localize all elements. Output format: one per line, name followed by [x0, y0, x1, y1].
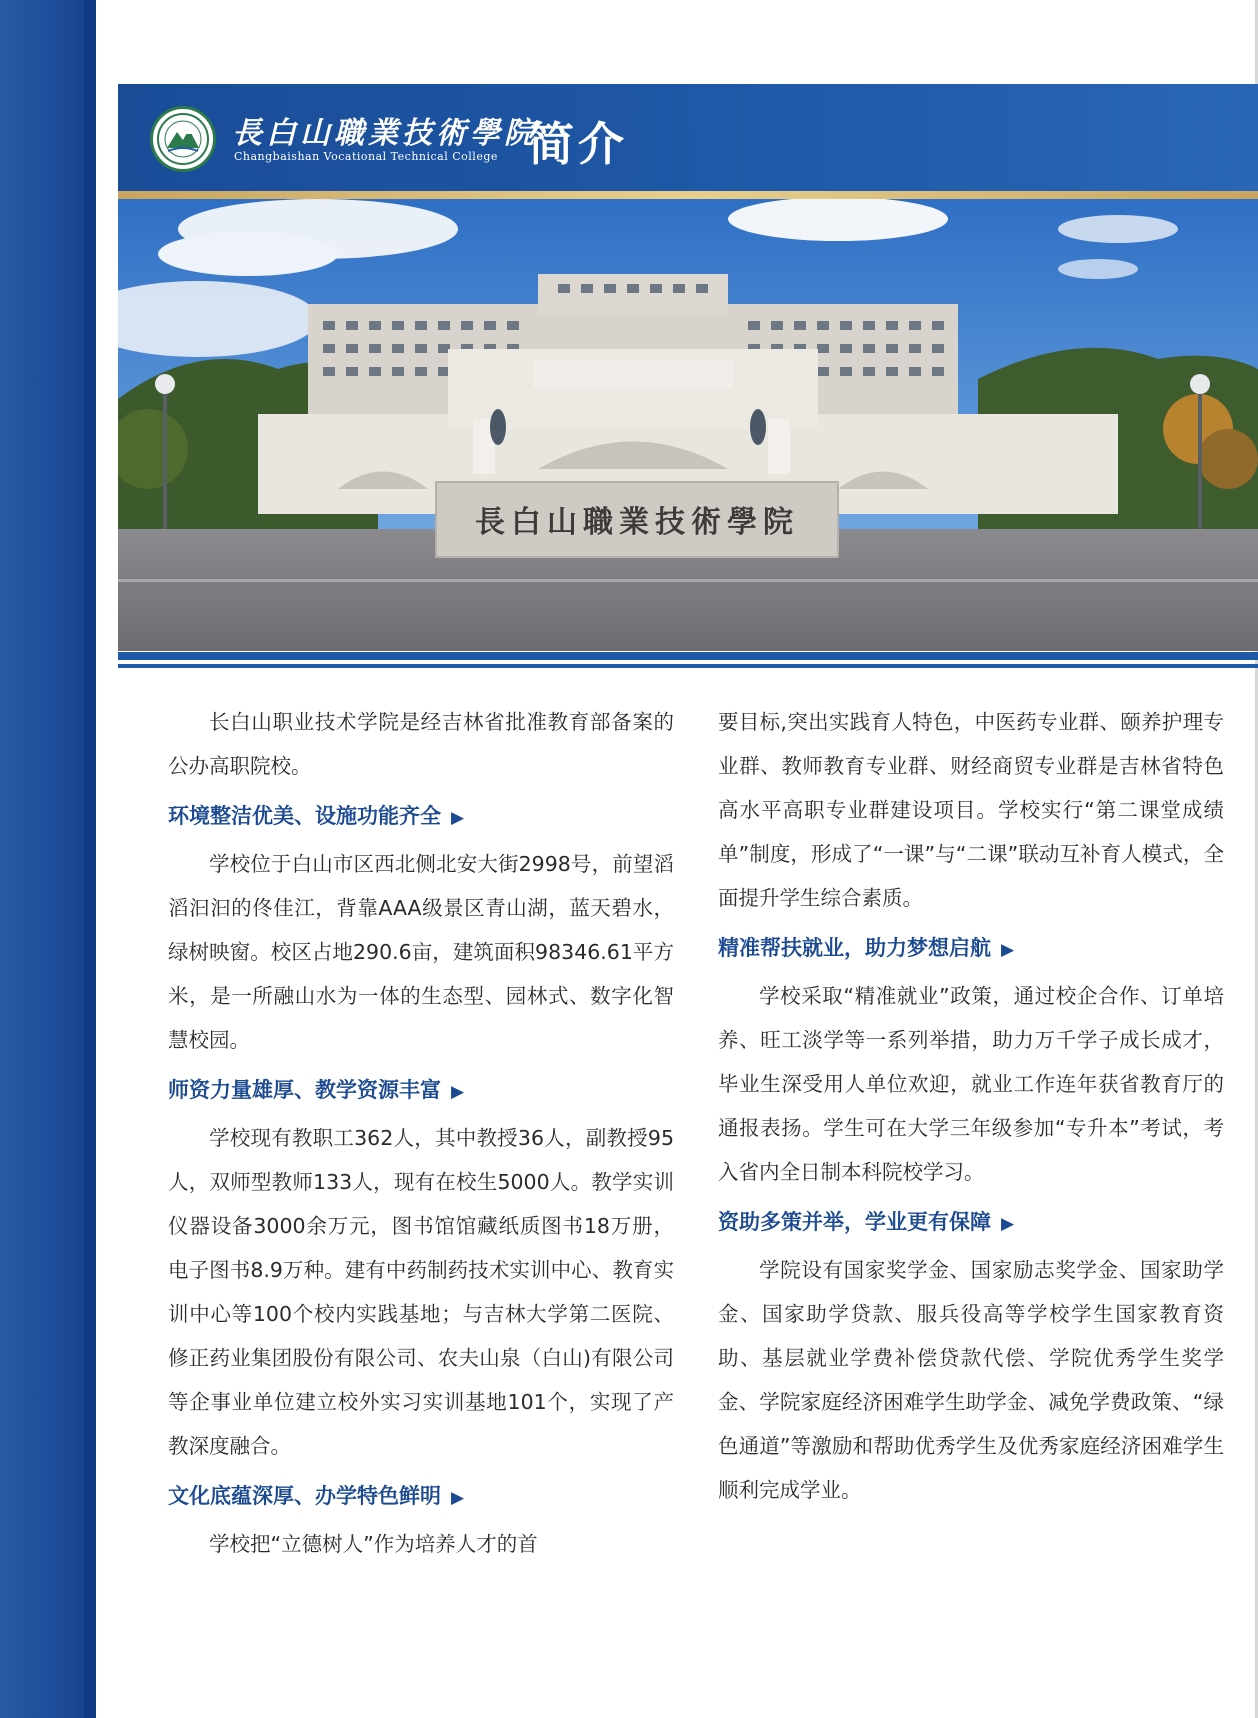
play-arrow-icon: ▶ [451, 808, 465, 828]
gold-divider [118, 191, 1258, 199]
play-arrow-icon: ▶ [451, 1082, 465, 1102]
section-heading: 环境整洁优美、设施功能齐全 ▶ [168, 796, 674, 838]
section-body: 学校位于白山市区西北侧北安大街2998号，前望滔滔汩汩的佟佳江，背靠AAA级景区青山湖，蓝天碧水，绿树映窗。校区占地290.6亩，建筑面积98346.61平方米，是一所融山水为一体的生态型、园林式、数字化智慧校园。 [168, 852, 674, 1052]
strip-edge [84, 0, 96, 1718]
section-heading: 文化底蕴深厚、办学特色鲜明 ▶ [168, 1476, 674, 1518]
left-text-column [168, 700, 674, 1566]
play-arrow-icon: ▶ [451, 1488, 465, 1508]
right-text-column [718, 700, 1224, 1512]
college-name-cn: 長白山職業技術學院 [232, 116, 538, 151]
section-heading: 师资力量雄厚、教学资源丰富 ▶ [168, 1070, 674, 1112]
college-logo-icon [150, 106, 216, 172]
section-body: 学校把“立德树人”作为培养人才的首 [209, 1532, 538, 1556]
section-body: 学校采取“精准就业”政策，通过校企合作、订单培养、旺工淡学等一系列举措，助力万千学子成长成才，毕业生深受用人单位欢迎，就业工作连年获省教育厅的通报表扬。学生可在大学三年级参加“专升本”考试，考入省内全日制本科院校学习。 [718, 984, 1224, 1184]
section-body: 学校现有教职工362人，其中教授36人，副教授95人，双师型教师133人，现有在校生5000人。教学实训仪器设备3000余万元，图书馆馆藏纸质图书18万册，电子图书8.9万种。建有中药制药技术实训中心、教育实训中心等100个校内实践基地；与吉林大学第二医院、修正药业集团股份有限公司、农夫山泉（白山)有限公司等企事业单位建立校外实习实训基地101个，实现了产教深度融合。 [168, 1126, 674, 1458]
left-decorative-strip [0, 0, 96, 1718]
play-arrow-icon: ▶ [1001, 1214, 1015, 1234]
section-body: 学院设有国家奖学金、国家励志奖学金、国家助学金、国家助学贷款、服兵役高等学校学生国家教育资助、基层就业学费补偿贷款代偿、学院优秀学生奖学金、学院家庭经济困难学生助学金、减免学费政策、“绿色通道”等激励和帮助优秀学生及优秀家庭经济困难学生顺利完成学业。 [718, 1258, 1224, 1502]
photo-underline-thick [118, 652, 1258, 660]
college-name-en: Changbaishan Vocational Technical College [234, 150, 498, 163]
continuation-paragraph: 要目标,突出实践育人特色，中医药专业群、颐养护理专业群、教师教育专业群、财经商贸专业群是吉林省特色高水平高职专业群建设项目。学校实行“第二课堂成绩单”制度，形成了“一课”与“二课”联动互补育人模式，全面提升学生综合素质。 [718, 710, 1224, 910]
stone-sign-text: 長白山職業技術學院 [475, 505, 799, 540]
intro-paragraph: 长白山职业技术学院是经吉林省批准教育部备案的公办高职院校。 [168, 710, 674, 778]
section-heading: 精准帮扶就业，助力梦想启航 ▶ [718, 928, 1224, 970]
section-heading: 资助多策并举，学业更有保障 ▶ [718, 1202, 1224, 1244]
play-arrow-icon: ▶ [1001, 940, 1015, 960]
page-title: 简介 [528, 117, 628, 171]
photo-underline-thin [118, 664, 1258, 668]
campus-photo [118, 199, 1258, 651]
